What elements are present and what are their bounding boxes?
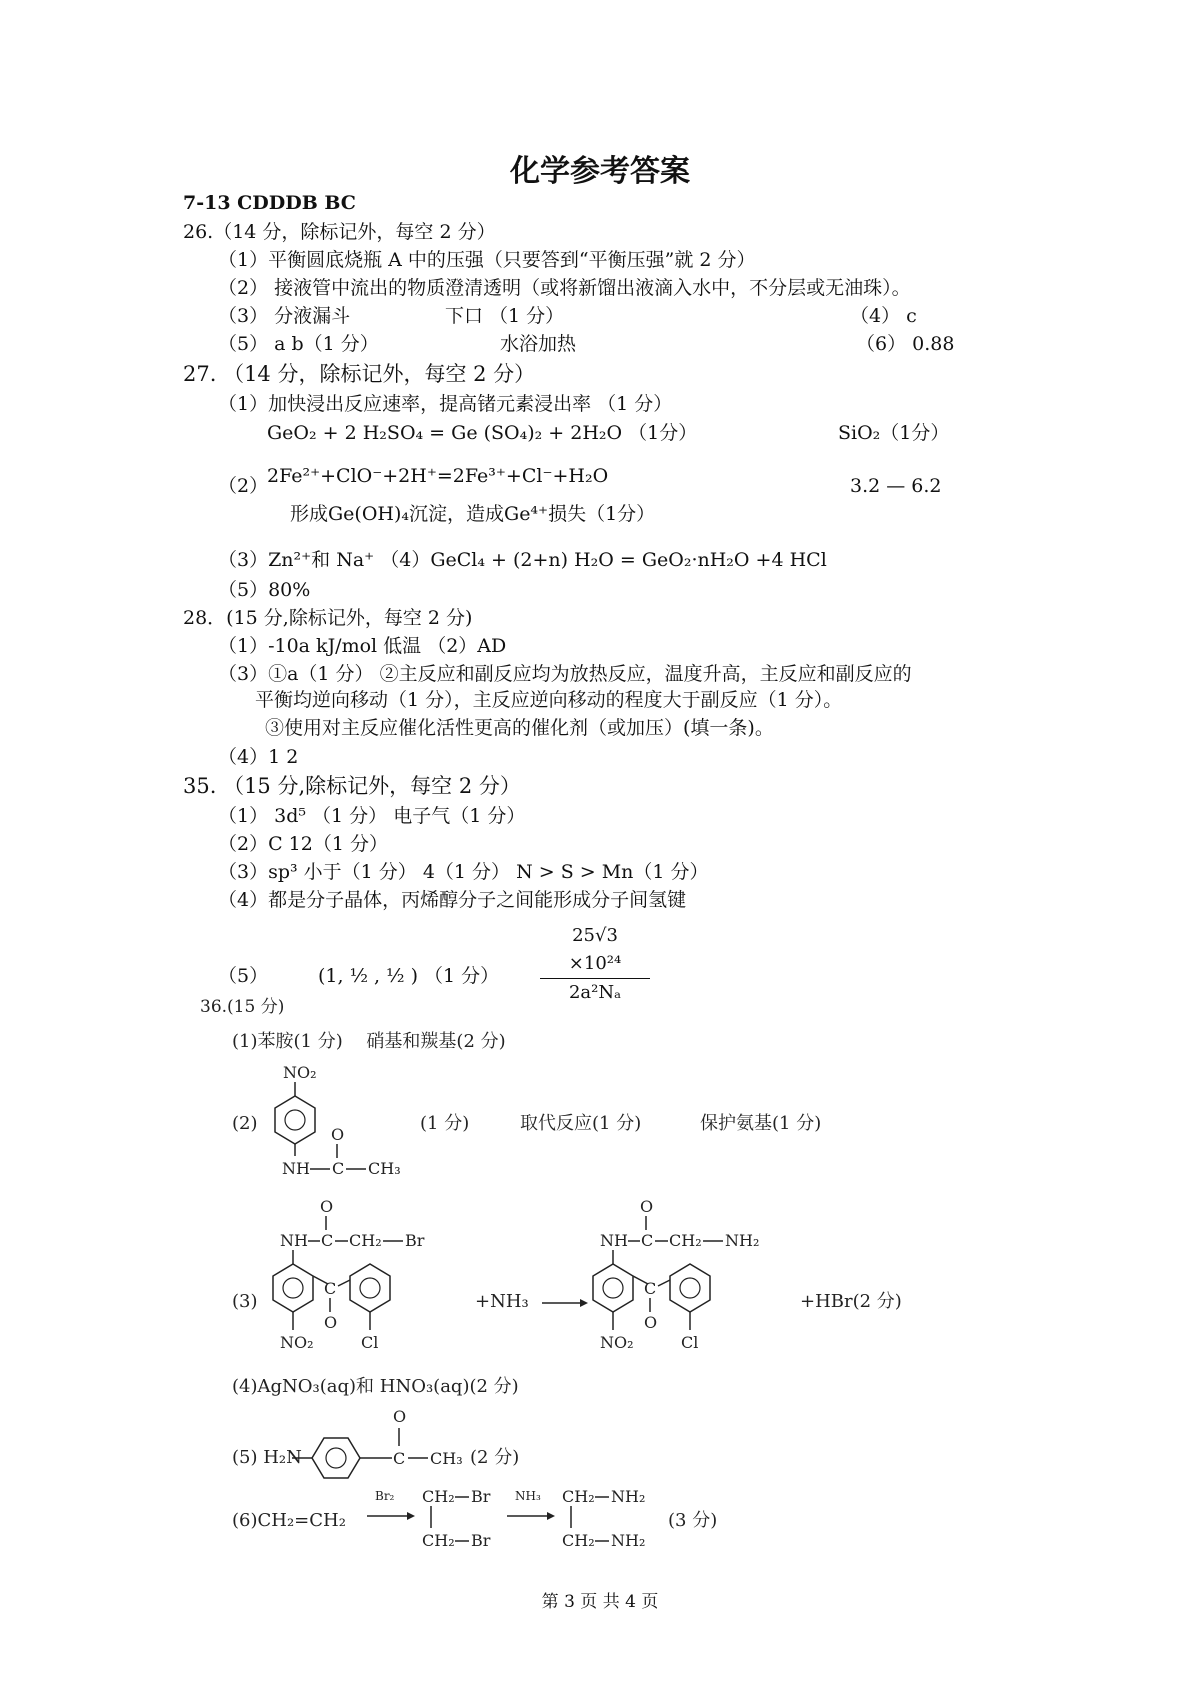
label-carbonyl-c: C bbox=[324, 1279, 337, 1298]
q26-line1: （1）平衡圆底烧瓶 A 中的压强（只要答到“平衡压强”就 2 分） bbox=[218, 249, 756, 271]
q36-line5-score: (2 分) bbox=[470, 1447, 520, 1468]
benzene-ring bbox=[275, 1096, 315, 1144]
label-ch3: CH₃ bbox=[430, 1449, 463, 1468]
q35-line5-label: （5） bbox=[218, 965, 269, 987]
q28-line2: （3）①a（1 分） ②主反应和副反应均为放热反应，温度升高，主反应和副反应的 bbox=[218, 663, 912, 685]
label-o: O bbox=[331, 1125, 345, 1144]
label-no2: NO₂ bbox=[600, 1333, 634, 1352]
label-carbonyl-o: O bbox=[644, 1313, 658, 1332]
q36-heading: 36.(15 分) bbox=[200, 997, 285, 1017]
q28-line1: （1）-10a kJ/mol 低温 （2）AD bbox=[218, 635, 507, 657]
q36-line6-ethylene: (6)CH₂=CH₂ bbox=[232, 1510, 346, 1531]
label-ch2: CH₂ bbox=[349, 1231, 382, 1250]
label-carbonyl-c: C bbox=[644, 1279, 657, 1298]
q27-line2b: SiO₂（1分） bbox=[838, 422, 950, 444]
label-o: O bbox=[640, 1200, 654, 1216]
label-ch2-bottom-2: CH₂ bbox=[562, 1531, 595, 1550]
reagent-br2: Br₂ bbox=[375, 1489, 395, 1503]
label-c: C bbox=[393, 1449, 406, 1468]
q35-line2: （2）C 12（1 分） bbox=[218, 833, 388, 855]
q28-line3: 平衡均逆向移动（1 分），主反应逆向移动的程度大于副反应（1 分）。 bbox=[255, 689, 843, 711]
q36-line4: (4)AgNO₃(aq)和 HNO₃(aq)(2 分) bbox=[232, 1376, 519, 1397]
label-nh2: NH₂ bbox=[725, 1231, 760, 1250]
q36-line6-score: (3 分) bbox=[668, 1510, 718, 1531]
q26-line3c: （4） c bbox=[850, 305, 917, 327]
q27-line2a: GeO₂ + 2 H₂SO₄ = Ge (SO₄)₂ + 2H₂O （1分） bbox=[267, 422, 698, 444]
label-nh: NH bbox=[600, 1231, 628, 1250]
structure-5-p-aminoacetophenone bbox=[290, 1402, 540, 1482]
q27-line3-label: （2） bbox=[218, 475, 269, 497]
q36-line2-purpose: 保护氨基(1 分) bbox=[700, 1113, 822, 1134]
q27-line5: （5）80% bbox=[218, 579, 311, 601]
label-ch2-bottom: CH₂ bbox=[422, 1531, 455, 1550]
label-ch3: CH₃ bbox=[368, 1159, 401, 1178]
q27-heading: 27. （14 分，除标记外，每空 2 分） bbox=[183, 362, 536, 386]
label-nh: NH bbox=[282, 1159, 310, 1178]
q35-heading: 35. （15 分,除标记外，每空 2 分） bbox=[183, 774, 521, 798]
reagent-nh3: NH₃ bbox=[515, 1489, 541, 1503]
label-ch2: CH₂ bbox=[669, 1231, 702, 1250]
structure-2-p-nitroacetanilide bbox=[270, 1060, 430, 1180]
label-br: Br bbox=[405, 1231, 425, 1250]
label-carbonyl-o: O bbox=[324, 1313, 338, 1332]
label-no2: NO₂ bbox=[280, 1333, 314, 1352]
q26-line4b: 水浴加热 bbox=[500, 333, 577, 355]
label-br-bottom: Br bbox=[471, 1531, 491, 1550]
label-o: O bbox=[320, 1200, 334, 1216]
benzene-ring-left bbox=[273, 1264, 313, 1312]
label-nh: NH bbox=[280, 1231, 308, 1250]
q35-line3: （3）sp³ 小于（1 分） 4（1 分） N > S > Mn（1 分） bbox=[218, 861, 709, 883]
label-ch2-top: CH₂ bbox=[422, 1487, 455, 1506]
q26-line4c: （6） 0.88 bbox=[856, 333, 955, 355]
q35-line4: （4）都是分子晶体，丙烯醇分子之间能形成分子间氢键 bbox=[218, 889, 687, 911]
label-no2: NO₂ bbox=[283, 1063, 317, 1082]
label-cl: Cl bbox=[681, 1333, 699, 1352]
q26-line4a: （5） a b（1 分） bbox=[218, 333, 379, 355]
label-nh2-top: NH₂ bbox=[611, 1487, 646, 1506]
q36-line2-reaction: 取代反应(1 分) bbox=[520, 1113, 642, 1134]
reaction-arrow bbox=[540, 1296, 590, 1310]
q36-line3-label: (3) bbox=[232, 1291, 258, 1312]
q27-line3-note: 形成Ge(OH)₄沉淀，造成Ge⁴⁺损失（1分） bbox=[290, 503, 656, 525]
mcq-answers: 7-13 CDDDB BC bbox=[183, 192, 356, 214]
fraction-denominator: 2a²Nₐ bbox=[568, 982, 622, 1003]
label-c: C bbox=[641, 1231, 654, 1250]
q26-line3b: 下口 （1 分） bbox=[445, 305, 565, 327]
q35-line1: （1） 3d⁵ （1 分） 电子气（1 分） bbox=[218, 805, 526, 827]
page-footer: 第 3 页 共 4 页 bbox=[541, 1592, 659, 1612]
q35-density-fraction bbox=[540, 922, 650, 1007]
q26-heading: 26.（14 分，除标记外，每空 2 分） bbox=[183, 221, 496, 243]
q26-line3a: （3） 分液漏斗 bbox=[218, 305, 351, 327]
label-c: C bbox=[321, 1231, 334, 1250]
q36-line3-plus-nh3: +NH₃ bbox=[475, 1291, 529, 1312]
q35-line5-coordinate: (1, ½ , ½ ) （1 分） bbox=[318, 965, 500, 987]
benzene-ring bbox=[312, 1438, 360, 1478]
structure-3-aminoacetamide-product bbox=[588, 1200, 808, 1385]
fraction-numerator: 25√3 ×10²⁴ bbox=[540, 922, 650, 979]
label-cl: Cl bbox=[361, 1333, 379, 1352]
page-title: 化学参考答案 bbox=[510, 154, 690, 189]
q28-line5: （4）1 2 bbox=[218, 746, 299, 768]
q26-line2: （2） 接液管中流出的物质澄清透明（或将新馏出液滴入水中，不分层或无油珠）。 bbox=[218, 277, 911, 299]
q36-line2-score: (1 分) bbox=[420, 1113, 470, 1134]
q36-line1: (1)苯胺(1 分) 硝基和羰基(2 分) bbox=[232, 1031, 506, 1052]
q28-line4: ③使用对主反应催化活性更高的催化剂（或加压）(填一条)。 bbox=[265, 717, 774, 739]
label-c: C bbox=[332, 1159, 345, 1178]
q36-line3-hbr: +HBr(2 分) bbox=[800, 1291, 902, 1312]
label-o: O bbox=[393, 1407, 407, 1426]
q28-heading: 28．(15 分,除标记外，每空 2 分) bbox=[183, 607, 473, 629]
benzene-ring-right bbox=[350, 1264, 390, 1312]
q36-line2-label: (2) bbox=[232, 1113, 258, 1134]
q27-line4: （3）Zn²⁺和 Na⁺ （4）GeCl₄ + (2+n) H₂O = GeO₂·nH₂O +4 HCl bbox=[218, 549, 827, 571]
q27-line1: （1）加快浸出反应速率，提高锗元素浸出率 （1 分） bbox=[218, 393, 673, 415]
label-nh2-bottom: NH₂ bbox=[611, 1531, 646, 1550]
benzene-ring-right bbox=[670, 1264, 710, 1312]
label-ch2-top-2: CH₂ bbox=[562, 1487, 595, 1506]
q27-line3-eq: 2Fe²⁺+ClO⁻+2H⁺=2Fe³⁺+Cl⁻+H₂O bbox=[267, 465, 609, 487]
benzene-ring-left bbox=[593, 1264, 633, 1312]
q27-line3-range: 3.2 — 6.2 bbox=[850, 475, 942, 497]
q36-line5-label: (5) H₂N bbox=[232, 1447, 302, 1468]
label-br-top: Br bbox=[471, 1487, 491, 1506]
